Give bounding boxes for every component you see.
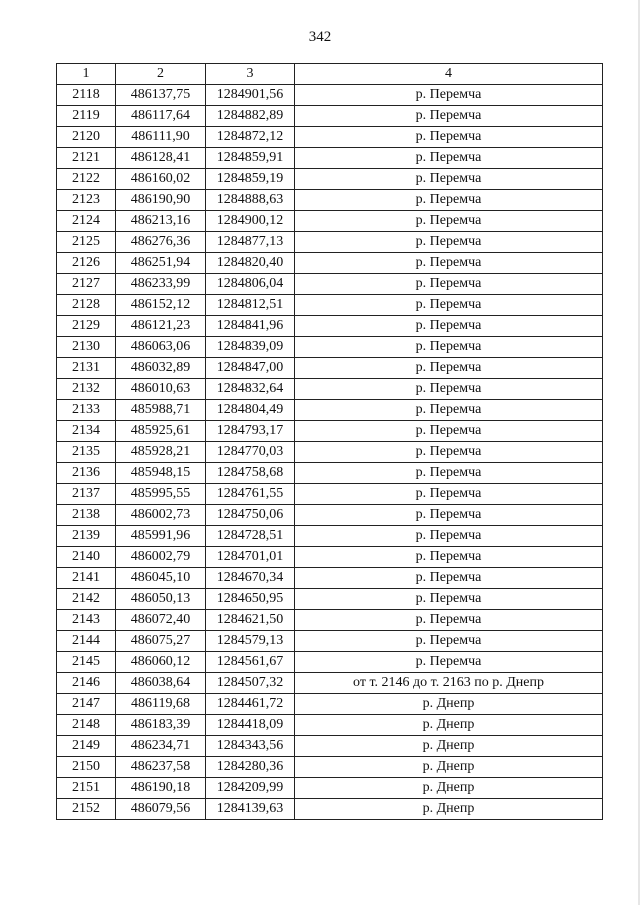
cell-x-coordinate: 486060,12 bbox=[116, 652, 206, 673]
cell-y-coordinate: 1284418,09 bbox=[206, 715, 295, 736]
cell-boundary-description: р. Перемча bbox=[295, 505, 603, 526]
cell-boundary-description: р. Перемча bbox=[295, 337, 603, 358]
cell-boundary-description: р. Перемча bbox=[295, 148, 603, 169]
cell-y-coordinate: 1284209,99 bbox=[206, 778, 295, 799]
table-row bbox=[57, 148, 603, 169]
cell-y-coordinate: 1284793,17 bbox=[206, 421, 295, 442]
table-row bbox=[57, 610, 603, 631]
cell-x-coordinate: 485988,71 bbox=[116, 400, 206, 421]
cell-boundary-description: р. Днепр bbox=[295, 799, 603, 820]
cell-x-coordinate: 486183,39 bbox=[116, 715, 206, 736]
table-row bbox=[57, 505, 603, 526]
table-row bbox=[57, 253, 603, 274]
cell-x-coordinate: 486079,56 bbox=[116, 799, 206, 820]
cell-boundary-description: р. Днепр bbox=[295, 715, 603, 736]
cell-boundary-description: р. Перемча bbox=[295, 190, 603, 211]
cell-x-coordinate: 486119,68 bbox=[116, 694, 206, 715]
table-row bbox=[57, 694, 603, 715]
cell-x-coordinate: 486237,58 bbox=[116, 757, 206, 778]
cell-point-number: 2150 bbox=[57, 757, 116, 778]
cell-x-coordinate: 486128,41 bbox=[116, 148, 206, 169]
table-row bbox=[57, 337, 603, 358]
cell-x-coordinate: 486251,94 bbox=[116, 253, 206, 274]
cell-boundary-description: р. Перемча bbox=[295, 127, 603, 148]
column-header-number: 1 bbox=[57, 64, 116, 85]
table-row bbox=[57, 631, 603, 652]
cell-y-coordinate: 1284701,01 bbox=[206, 547, 295, 568]
column-header-x: 2 bbox=[116, 64, 206, 85]
cell-boundary-description: р. Перемча bbox=[295, 169, 603, 190]
table-row bbox=[57, 715, 603, 736]
cell-boundary-description: р. Перемча bbox=[295, 442, 603, 463]
cell-y-coordinate: 1284888,63 bbox=[206, 190, 295, 211]
cell-x-coordinate: 486050,13 bbox=[116, 589, 206, 610]
cell-point-number: 2141 bbox=[57, 568, 116, 589]
table-body bbox=[57, 85, 603, 820]
cell-boundary-description: р. Перемча bbox=[295, 211, 603, 232]
cell-point-number: 2143 bbox=[57, 610, 116, 631]
table-row bbox=[57, 778, 603, 799]
cell-boundary-description: р. Днепр bbox=[295, 778, 603, 799]
cell-x-coordinate: 486121,23 bbox=[116, 316, 206, 337]
cell-y-coordinate: 1284621,50 bbox=[206, 610, 295, 631]
table-row bbox=[57, 127, 603, 148]
cell-x-coordinate: 486032,89 bbox=[116, 358, 206, 379]
table-row bbox=[57, 358, 603, 379]
cell-point-number: 2142 bbox=[57, 589, 116, 610]
cell-point-number: 2119 bbox=[57, 106, 116, 127]
cell-point-number: 2126 bbox=[57, 253, 116, 274]
table-row bbox=[57, 274, 603, 295]
table-row bbox=[57, 589, 603, 610]
page-number: 342 bbox=[308, 29, 332, 45]
cell-boundary-description: р. Перемча bbox=[295, 379, 603, 400]
cell-point-number: 2122 bbox=[57, 169, 116, 190]
cell-boundary-description: р. Перемча bbox=[295, 316, 603, 337]
cell-y-coordinate: 1284872,12 bbox=[206, 127, 295, 148]
cell-point-number: 2149 bbox=[57, 736, 116, 757]
cell-boundary-description: р. Перемча bbox=[295, 484, 603, 505]
table-row bbox=[57, 379, 603, 400]
cell-x-coordinate: 486002,79 bbox=[116, 547, 206, 568]
cell-boundary-description: р. Перемча bbox=[295, 421, 603, 442]
cell-point-number: 2130 bbox=[57, 337, 116, 358]
cell-x-coordinate: 486038,64 bbox=[116, 673, 206, 694]
cell-x-coordinate: 486063,06 bbox=[116, 337, 206, 358]
table-row bbox=[57, 400, 603, 421]
cell-point-number: 2133 bbox=[57, 400, 116, 421]
cell-x-coordinate: 486276,36 bbox=[116, 232, 206, 253]
cell-point-number: 2147 bbox=[57, 694, 116, 715]
table-row bbox=[57, 673, 603, 694]
cell-point-number: 2120 bbox=[57, 127, 116, 148]
table-row bbox=[57, 232, 603, 253]
column-header-description: 4 bbox=[295, 64, 603, 85]
table-row bbox=[57, 526, 603, 547]
cell-y-coordinate: 1284343,56 bbox=[206, 736, 295, 757]
cell-y-coordinate: 1284650,95 bbox=[206, 589, 295, 610]
cell-x-coordinate: 486045,10 bbox=[116, 568, 206, 589]
cell-x-coordinate: 486002,73 bbox=[116, 505, 206, 526]
cell-boundary-description: р. Перемча bbox=[295, 631, 603, 652]
cell-x-coordinate: 486111,90 bbox=[116, 127, 206, 148]
cell-x-coordinate: 486233,99 bbox=[116, 274, 206, 295]
cell-boundary-description: р. Перемча bbox=[295, 85, 603, 106]
cell-y-coordinate: 1284901,56 bbox=[206, 85, 295, 106]
cell-x-coordinate: 485948,15 bbox=[116, 463, 206, 484]
cell-x-coordinate: 486075,27 bbox=[116, 631, 206, 652]
cell-y-coordinate: 1284812,51 bbox=[206, 295, 295, 316]
cell-point-number: 2136 bbox=[57, 463, 116, 484]
cell-point-number: 2118 bbox=[57, 85, 116, 106]
cell-point-number: 2131 bbox=[57, 358, 116, 379]
table-row bbox=[57, 169, 603, 190]
cell-point-number: 2123 bbox=[57, 190, 116, 211]
cell-y-coordinate: 1284859,19 bbox=[206, 169, 295, 190]
cell-boundary-description: р. Перемча bbox=[295, 295, 603, 316]
cell-point-number: 2128 bbox=[57, 295, 116, 316]
cell-y-coordinate: 1284758,68 bbox=[206, 463, 295, 484]
table-row bbox=[57, 295, 603, 316]
cell-point-number: 2146 bbox=[57, 673, 116, 694]
cell-x-coordinate: 486190,18 bbox=[116, 778, 206, 799]
table-row bbox=[57, 547, 603, 568]
cell-x-coordinate: 486234,71 bbox=[116, 736, 206, 757]
cell-boundary-description: р. Перемча bbox=[295, 610, 603, 631]
cell-y-coordinate: 1284280,36 bbox=[206, 757, 295, 778]
cell-y-coordinate: 1284770,03 bbox=[206, 442, 295, 463]
cell-boundary-description: р. Перемча bbox=[295, 652, 603, 673]
table-row bbox=[57, 442, 603, 463]
cell-boundary-description: р. Перемча bbox=[295, 232, 603, 253]
table-row bbox=[57, 106, 603, 127]
cell-point-number: 2145 bbox=[57, 652, 116, 673]
cell-boundary-description: р. Перемча bbox=[295, 463, 603, 484]
cell-y-coordinate: 1284882,89 bbox=[206, 106, 295, 127]
cell-y-coordinate: 1284728,51 bbox=[206, 526, 295, 547]
cell-y-coordinate: 1284877,13 bbox=[206, 232, 295, 253]
cell-x-coordinate: 485995,55 bbox=[116, 484, 206, 505]
cell-y-coordinate: 1284859,91 bbox=[206, 148, 295, 169]
cell-boundary-description: р. Перемча bbox=[295, 358, 603, 379]
cell-y-coordinate: 1284561,67 bbox=[206, 652, 295, 673]
cell-y-coordinate: 1284461,72 bbox=[206, 694, 295, 715]
cell-y-coordinate: 1284804,49 bbox=[206, 400, 295, 421]
cell-x-coordinate: 486190,90 bbox=[116, 190, 206, 211]
cell-boundary-description: р. Перемча bbox=[295, 568, 603, 589]
cell-point-number: 2144 bbox=[57, 631, 116, 652]
coordinates-table bbox=[56, 63, 603, 820]
cell-point-number: 2151 bbox=[57, 778, 116, 799]
cell-x-coordinate: 486160,02 bbox=[116, 169, 206, 190]
table-row bbox=[57, 484, 603, 505]
cell-point-number: 2124 bbox=[57, 211, 116, 232]
cell-point-number: 2140 bbox=[57, 547, 116, 568]
cell-point-number: 2135 bbox=[57, 442, 116, 463]
table-row bbox=[57, 568, 603, 589]
cell-boundary-description: р. Днепр bbox=[295, 694, 603, 715]
cell-point-number: 2134 bbox=[57, 421, 116, 442]
cell-point-number: 2129 bbox=[57, 316, 116, 337]
cell-point-number: 2138 bbox=[57, 505, 116, 526]
table-row bbox=[57, 421, 603, 442]
cell-x-coordinate: 485991,96 bbox=[116, 526, 206, 547]
table-row bbox=[57, 736, 603, 757]
cell-boundary-description: р. Перемча bbox=[295, 274, 603, 295]
cell-x-coordinate: 485928,21 bbox=[116, 442, 206, 463]
table-row bbox=[57, 85, 603, 106]
cell-point-number: 2125 bbox=[57, 232, 116, 253]
cell-y-coordinate: 1284507,32 bbox=[206, 673, 295, 694]
cell-point-number: 2132 bbox=[57, 379, 116, 400]
cell-point-number: 2121 bbox=[57, 148, 116, 169]
cell-y-coordinate: 1284750,06 bbox=[206, 505, 295, 526]
cell-x-coordinate: 486213,16 bbox=[116, 211, 206, 232]
cell-point-number: 2148 bbox=[57, 715, 116, 736]
cell-boundary-description: р. Днепр bbox=[295, 757, 603, 778]
cell-boundary-description: р. Перемча bbox=[295, 526, 603, 547]
cell-boundary-description: р. Днепр bbox=[295, 736, 603, 757]
column-header-y: 3 bbox=[206, 64, 295, 85]
table-row bbox=[57, 190, 603, 211]
cell-x-coordinate: 486072,40 bbox=[116, 610, 206, 631]
cell-y-coordinate: 1284900,12 bbox=[206, 211, 295, 232]
table-row bbox=[57, 757, 603, 778]
cell-x-coordinate: 486152,12 bbox=[116, 295, 206, 316]
cell-x-coordinate: 486010,63 bbox=[116, 379, 206, 400]
cell-y-coordinate: 1284832,64 bbox=[206, 379, 295, 400]
cell-point-number: 2137 bbox=[57, 484, 116, 505]
cell-y-coordinate: 1284670,34 bbox=[206, 568, 295, 589]
cell-boundary-description: р. Перемча bbox=[295, 547, 603, 568]
table-header-row bbox=[57, 64, 603, 85]
table-row bbox=[57, 652, 603, 673]
table-row bbox=[57, 316, 603, 337]
cell-x-coordinate: 486137,75 bbox=[116, 85, 206, 106]
table-row bbox=[57, 799, 603, 820]
cell-boundary-description: р. Перемча bbox=[295, 400, 603, 421]
cell-y-coordinate: 1284806,04 bbox=[206, 274, 295, 295]
cell-point-number: 2152 bbox=[57, 799, 116, 820]
cell-boundary-description: от т. 2146 до т. 2163 по р. Днепр bbox=[295, 673, 603, 694]
cell-y-coordinate: 1284847,00 bbox=[206, 358, 295, 379]
table-row bbox=[57, 211, 603, 232]
cell-x-coordinate: 485925,61 bbox=[116, 421, 206, 442]
cell-boundary-description: р. Перемча bbox=[295, 589, 603, 610]
cell-y-coordinate: 1284139,63 bbox=[206, 799, 295, 820]
cell-y-coordinate: 1284579,13 bbox=[206, 631, 295, 652]
cell-y-coordinate: 1284820,40 bbox=[206, 253, 295, 274]
cell-x-coordinate: 486117,64 bbox=[116, 106, 206, 127]
cell-y-coordinate: 1284839,09 bbox=[206, 337, 295, 358]
cell-point-number: 2127 bbox=[57, 274, 116, 295]
cell-y-coordinate: 1284761,55 bbox=[206, 484, 295, 505]
cell-boundary-description: р. Перемча bbox=[295, 106, 603, 127]
cell-y-coordinate: 1284841,96 bbox=[206, 316, 295, 337]
cell-point-number: 2139 bbox=[57, 526, 116, 547]
cell-boundary-description: р. Перемча bbox=[295, 253, 603, 274]
table-row bbox=[57, 463, 603, 484]
